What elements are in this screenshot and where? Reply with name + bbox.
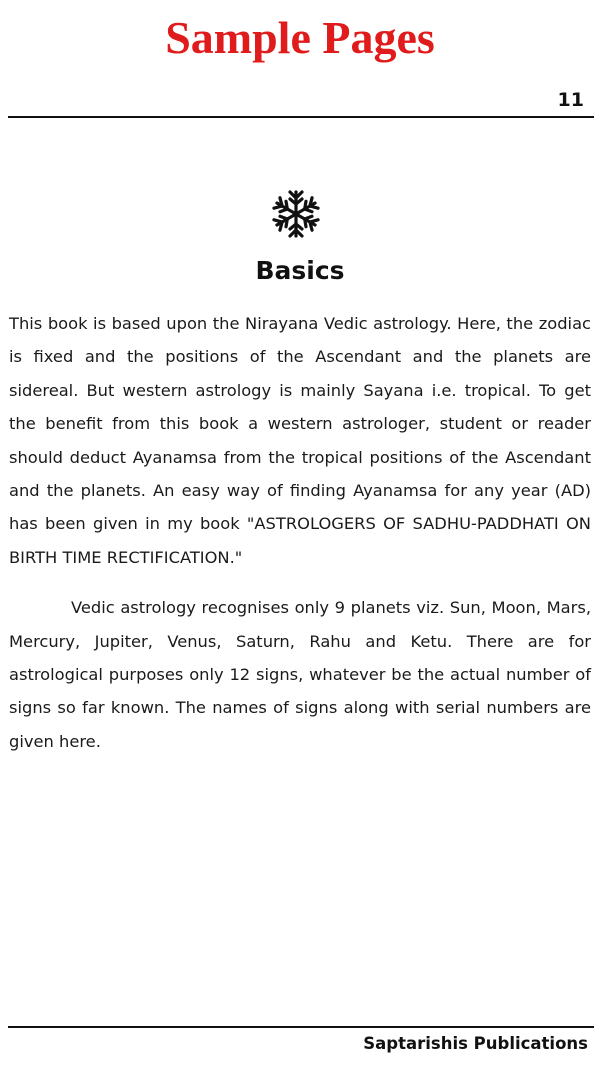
paragraph-2: Vedic astrology recognises only 9 planets viz. Sun, Moon, Mars, Mercury, Jupiter, Venus, Saturn, Rahu and Ketu. There are for astrological purposes only 12 signs, whatever be the actual number of signs so far known. The names of signs along with serial numbers are given here.: [9, 598, 591, 751]
header-rule: [8, 116, 594, 118]
page-number: 11: [557, 89, 584, 111]
sample-pages-banner: Sample Pages: [165, 12, 435, 63]
publisher-footer: Saptarishis Publications: [363, 1034, 588, 1053]
section-heading: Basics: [255, 256, 345, 285]
snowflake-ornament-icon: [266, 186, 326, 242]
body-text: [9, 307, 591, 758]
paragraph-1: This book is based upon the Nirayana Vedic astrology. Here, the zodiac is fixed and the positions of the Ascendant and the planets are sidereal. But western astrology is mainly Sayana i.e. tropical. To get the benefit from this book a western astrologer, student or reader should deduct Ayanamsa from the tropical positions of the Ascendant and the planets. An easy way of finding Ayanamsa for any year (AD) has been given in my book "ASTROLOGERS OF SADHU-PADDHATI ON BIRTH TIME RECTIFICATION.": [9, 314, 591, 567]
footer-rule: [8, 1026, 594, 1028]
